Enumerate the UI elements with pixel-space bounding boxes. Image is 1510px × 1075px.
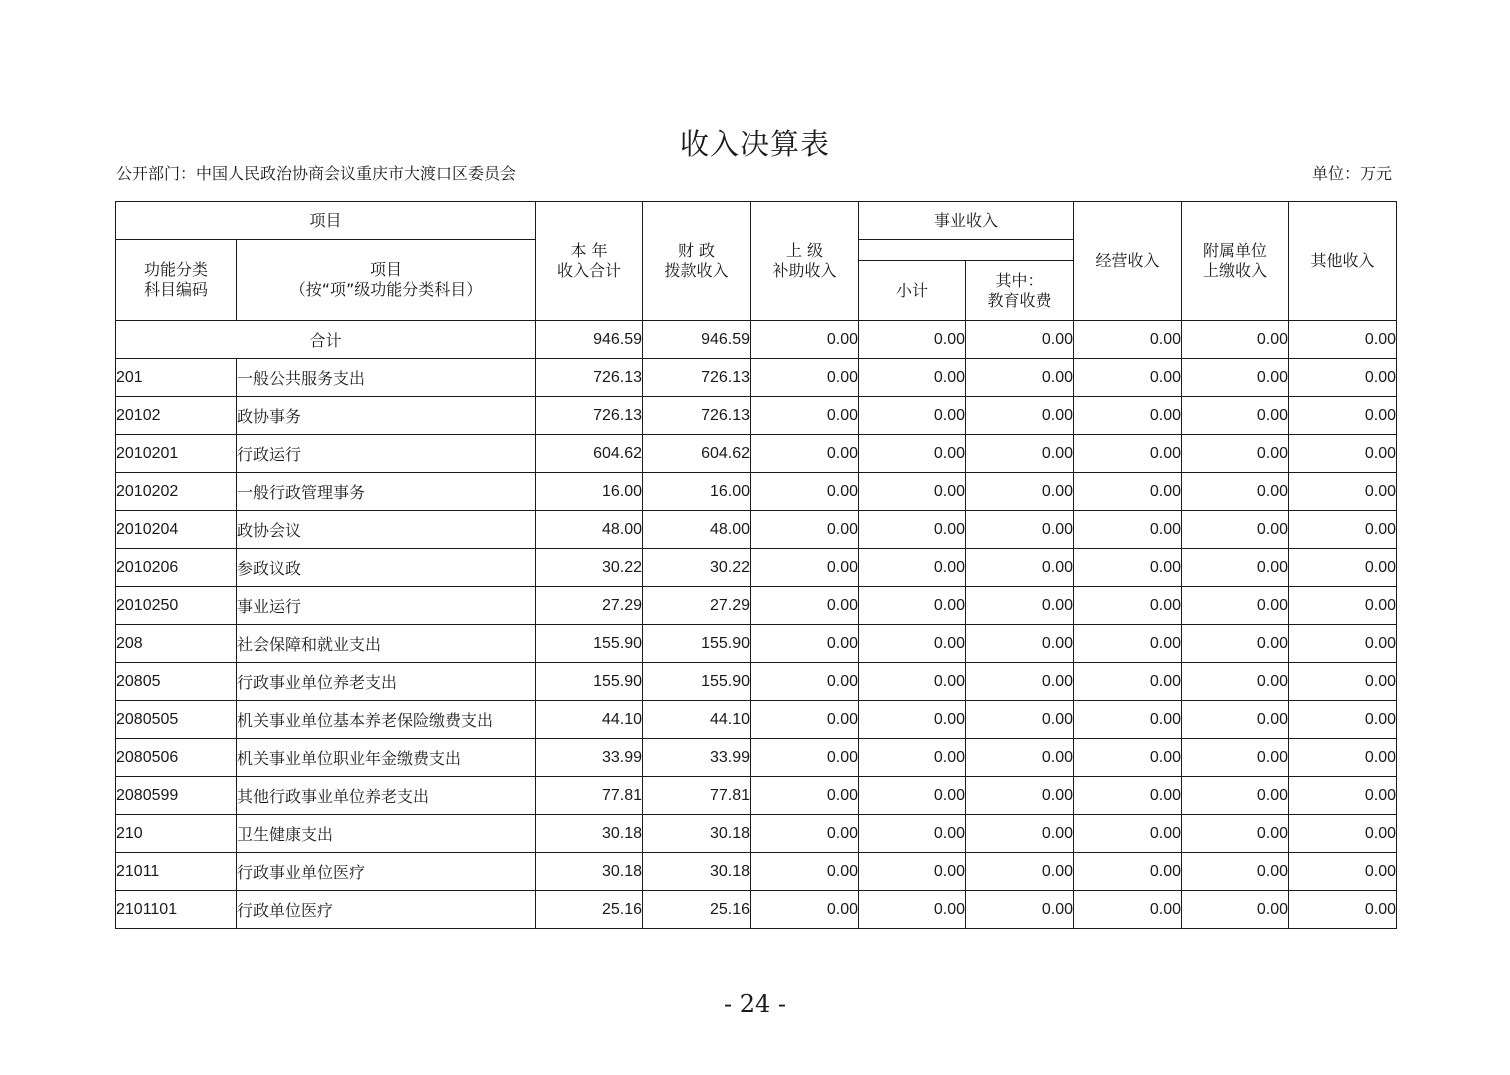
value-cell: 0.00 (1289, 549, 1397, 587)
total-cell: 0.00 (1289, 321, 1397, 359)
header-operating-income: 经营收入 (1074, 202, 1182, 321)
item-name-cell: 机关事业单位职业年金缴费支出 (237, 739, 536, 777)
table-row (116, 625, 1397, 663)
value-cell: 0.00 (1074, 511, 1182, 549)
value-cell: 0.00 (859, 663, 966, 701)
value-cell: 0.00 (966, 435, 1074, 473)
header-item-group: 项目 (116, 202, 536, 240)
value-cell: 0.00 (859, 549, 966, 587)
value-cell: 155.90 (643, 625, 751, 663)
value-cell: 0.00 (859, 587, 966, 625)
value-cell: 0.00 (1289, 397, 1397, 435)
value-cell: 726.13 (643, 359, 751, 397)
value-cell: 0.00 (751, 511, 859, 549)
value-cell: 0.00 (751, 625, 859, 663)
table-row (116, 739, 1397, 777)
value-cell: 0.00 (966, 815, 1074, 853)
value-cell: 30.18 (643, 853, 751, 891)
income-statement-table (115, 201, 1397, 929)
value-cell: 0.00 (966, 663, 1074, 701)
value-cell: 30.18 (643, 815, 751, 853)
value-cell: 0.00 (1289, 473, 1397, 511)
value-cell: 0.00 (1182, 701, 1289, 739)
value-cell: 48.00 (536, 511, 643, 549)
item-name-cell: 行政单位医疗 (237, 891, 536, 929)
item-name-cell: 参政议政 (237, 549, 536, 587)
value-cell: 0.00 (859, 625, 966, 663)
func-code-cell: 2010202 (116, 473, 237, 511)
total-cell: 0.00 (1074, 321, 1182, 359)
item-name-cell: 机关事业单位基本养老保险缴费支出 (237, 701, 536, 739)
value-cell: 0.00 (1289, 511, 1397, 549)
value-cell: 0.00 (1074, 359, 1182, 397)
value-cell: 0.00 (1289, 359, 1397, 397)
value-cell: 0.00 (1289, 853, 1397, 891)
header-total-income: 本 年 收入合计 (536, 202, 643, 321)
value-cell: 0.00 (1182, 511, 1289, 549)
total-label: 合计 (116, 321, 536, 359)
table-row (116, 891, 1397, 929)
func-code-cell: 2010204 (116, 511, 237, 549)
func-code-cell: 20805 (116, 663, 237, 701)
department-label: 公开部门：中国人民政治协商会议重庆市大渡口区委员会 (116, 164, 517, 183)
value-cell: 30.18 (536, 853, 643, 891)
item-name-cell: 一般行政管理事务 (237, 473, 536, 511)
value-cell: 0.00 (1182, 473, 1289, 511)
value-cell: 0.00 (1182, 587, 1289, 625)
value-cell: 30.22 (643, 549, 751, 587)
value-cell: 0.00 (1182, 663, 1289, 701)
total-cell: 0.00 (751, 321, 859, 359)
value-cell: 0.00 (1074, 549, 1182, 587)
func-code-cell: 2010201 (116, 435, 237, 473)
value-cell: 0.00 (859, 397, 966, 435)
item-name-cell: 行政事业单位医疗 (237, 853, 536, 891)
value-cell: 0.00 (859, 891, 966, 929)
value-cell: 0.00 (751, 359, 859, 397)
value-cell: 0.00 (966, 625, 1074, 663)
value-cell: 0.00 (1289, 435, 1397, 473)
value-cell: 0.00 (1074, 663, 1182, 701)
value-cell: 0.00 (859, 815, 966, 853)
value-cell: 16.00 (536, 473, 643, 511)
value-cell: 33.99 (536, 739, 643, 777)
value-cell: 0.00 (1074, 625, 1182, 663)
value-cell: 0.00 (1289, 701, 1397, 739)
value-cell: 48.00 (643, 511, 751, 549)
item-name-cell: 事业运行 (237, 587, 536, 625)
value-cell: 604.62 (643, 435, 751, 473)
value-cell: 0.00 (751, 777, 859, 815)
item-name-cell: 一般公共服务支出 (237, 359, 536, 397)
func-code-cell: 2010250 (116, 587, 237, 625)
report-title: 收入决算表 (679, 127, 830, 161)
table-row (116, 587, 1397, 625)
table-row (116, 663, 1397, 701)
value-cell: 27.29 (536, 587, 643, 625)
table-row (116, 435, 1397, 473)
func-code-cell: 2080505 (116, 701, 237, 739)
table-row (116, 853, 1397, 891)
value-cell: 0.00 (1289, 663, 1397, 701)
value-cell: 0.00 (1182, 549, 1289, 587)
header-affiliated-income: 附属单位 上缴收入 (1182, 202, 1289, 321)
value-cell: 16.00 (643, 473, 751, 511)
item-name-cell: 其他行政事业单位养老支出 (237, 777, 536, 815)
value-cell: 0.00 (966, 397, 1074, 435)
value-cell: 0.00 (1289, 587, 1397, 625)
value-cell: 30.18 (536, 815, 643, 853)
func-code-cell: 21011 (116, 853, 237, 891)
value-cell: 0.00 (859, 473, 966, 511)
value-cell: 0.00 (751, 853, 859, 891)
value-cell: 0.00 (1074, 473, 1182, 511)
value-cell: 0.00 (1182, 815, 1289, 853)
table-row (116, 701, 1397, 739)
total-cell: 946.59 (643, 321, 751, 359)
value-cell: 0.00 (751, 473, 859, 511)
header-superior-subsidy: 上 级 补助收入 (751, 202, 859, 321)
value-cell: 0.00 (1182, 397, 1289, 435)
value-cell: 25.16 (536, 891, 643, 929)
value-cell: 0.00 (1074, 777, 1182, 815)
table-row (116, 473, 1397, 511)
value-cell: 155.90 (536, 625, 643, 663)
func-code-cell: 208 (116, 625, 237, 663)
item-name-cell: 社会保障和就业支出 (237, 625, 536, 663)
value-cell: 0.00 (1074, 435, 1182, 473)
value-cell: 726.13 (643, 397, 751, 435)
value-cell: 0.00 (751, 663, 859, 701)
value-cell: 0.00 (1182, 739, 1289, 777)
value-cell: 0.00 (966, 853, 1074, 891)
header-func-code: 功能分类 科目编码 (116, 240, 237, 321)
total-cell: 0.00 (1182, 321, 1289, 359)
value-cell: 0.00 (966, 701, 1074, 739)
value-cell: 0.00 (1074, 853, 1182, 891)
value-cell: 0.00 (859, 701, 966, 739)
value-cell: 0.00 (1182, 359, 1289, 397)
total-cell: 0.00 (966, 321, 1074, 359)
value-cell: 0.00 (751, 891, 859, 929)
value-cell: 27.29 (643, 587, 751, 625)
header-item-name: 项目 （按“项”级功能分类科目） (237, 240, 536, 321)
value-cell: 0.00 (751, 815, 859, 853)
value-cell: 0.00 (1289, 777, 1397, 815)
item-name-cell: 政协会议 (237, 511, 536, 549)
value-cell: 0.00 (751, 549, 859, 587)
value-cell: 0.00 (751, 587, 859, 625)
header-business-income-spacer (859, 240, 1074, 261)
total-cell: 0.00 (859, 321, 966, 359)
table-row (116, 777, 1397, 815)
value-cell: 155.90 (643, 663, 751, 701)
value-cell: 0.00 (1182, 435, 1289, 473)
value-cell: 0.00 (1289, 625, 1397, 663)
table-row (116, 397, 1397, 435)
value-cell: 726.13 (536, 397, 643, 435)
value-cell: 0.00 (859, 853, 966, 891)
func-code-cell: 2010206 (116, 549, 237, 587)
value-cell: 77.81 (643, 777, 751, 815)
value-cell: 0.00 (1182, 777, 1289, 815)
value-cell: 0.00 (859, 777, 966, 815)
table-row (116, 549, 1397, 587)
value-cell: 33.99 (643, 739, 751, 777)
func-code-cell: 2101101 (116, 891, 237, 929)
unit-label: 单位：万元 (1311, 164, 1392, 183)
value-cell: 0.00 (1074, 701, 1182, 739)
header-other-income: 其他收入 (1289, 202, 1397, 321)
value-cell: 0.00 (1182, 891, 1289, 929)
value-cell: 77.81 (536, 777, 643, 815)
value-cell: 0.00 (1289, 891, 1397, 929)
total-cell: 946.59 (536, 321, 643, 359)
value-cell: 0.00 (859, 511, 966, 549)
value-cell: 0.00 (859, 435, 966, 473)
value-cell: 0.00 (1182, 625, 1289, 663)
header-business-income: 事业收入 (859, 202, 1074, 240)
value-cell: 44.10 (643, 701, 751, 739)
value-cell: 0.00 (1074, 739, 1182, 777)
value-cell: 0.00 (1074, 397, 1182, 435)
item-name-cell: 政协事务 (237, 397, 536, 435)
value-cell: 0.00 (966, 739, 1074, 777)
func-code-cell: 210 (116, 815, 237, 853)
value-cell: 44.10 (536, 701, 643, 739)
value-cell: 0.00 (966, 359, 1074, 397)
item-name-cell: 卫生健康支出 (237, 815, 536, 853)
header-subtotal: 小计 (859, 261, 966, 321)
value-cell: 0.00 (859, 739, 966, 777)
table-row (116, 359, 1397, 397)
value-cell: 726.13 (536, 359, 643, 397)
value-cell: 0.00 (1182, 853, 1289, 891)
value-cell: 0.00 (966, 473, 1074, 511)
page-number: - 24 - (723, 990, 786, 1018)
total-row (116, 321, 1397, 359)
value-cell: 0.00 (751, 701, 859, 739)
value-cell: 0.00 (751, 397, 859, 435)
value-cell: 0.00 (859, 359, 966, 397)
value-cell: 0.00 (966, 891, 1074, 929)
value-cell: 0.00 (1289, 739, 1397, 777)
value-cell: 25.16 (643, 891, 751, 929)
table-row (116, 511, 1397, 549)
value-cell: 155.90 (536, 663, 643, 701)
func-code-cell: 201 (116, 359, 237, 397)
item-name-cell: 行政事业单位养老支出 (237, 663, 536, 701)
func-code-cell: 20102 (116, 397, 237, 435)
value-cell: 0.00 (1074, 587, 1182, 625)
value-cell: 0.00 (966, 511, 1074, 549)
value-cell: 0.00 (1289, 815, 1397, 853)
header-fiscal-income: 财 政 拨款收入 (643, 202, 751, 321)
value-cell: 0.00 (1074, 891, 1182, 929)
item-name-cell: 行政运行 (237, 435, 536, 473)
func-code-cell: 2080599 (116, 777, 237, 815)
header-education-fee: 其中： 教育收费 (966, 261, 1074, 321)
value-cell: 0.00 (966, 587, 1074, 625)
value-cell: 604.62 (536, 435, 643, 473)
value-cell: 0.00 (751, 435, 859, 473)
func-code-cell: 2080506 (116, 739, 237, 777)
value-cell: 0.00 (966, 777, 1074, 815)
value-cell: 0.00 (966, 549, 1074, 587)
value-cell: 30.22 (536, 549, 643, 587)
table-row (116, 815, 1397, 853)
value-cell: 0.00 (1074, 815, 1182, 853)
value-cell: 0.00 (751, 739, 859, 777)
